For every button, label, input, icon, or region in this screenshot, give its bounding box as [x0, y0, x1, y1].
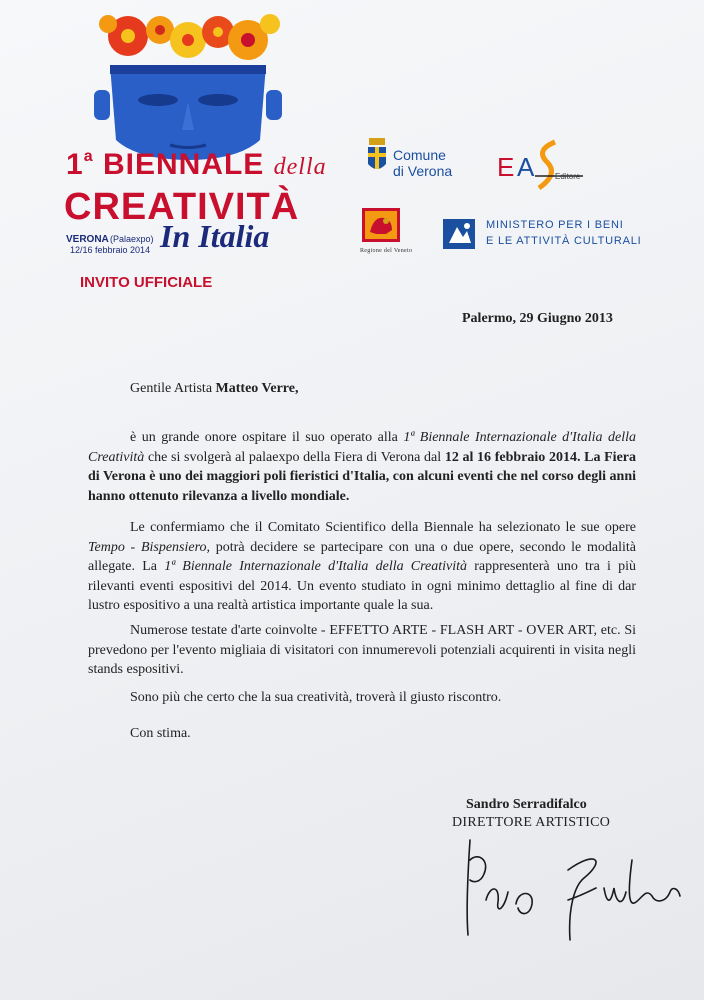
ministero-label-line2: E LE ATTIVITÀ CULTURALI: [486, 235, 642, 247]
venue-city: VERONA: [66, 234, 109, 245]
venue-place: (Palaexpo): [110, 234, 154, 244]
ministero-beni-culturali-icon: [443, 219, 475, 249]
letter-paragraph-4: Sono più che certo che la sua creatività, troverà il giusto riscontro.: [130, 690, 502, 705]
title-della: della: [273, 154, 327, 180]
ministero-label-line1: MINISTERO PER I BENI: [486, 219, 624, 231]
biennale-logo-head-gears: [88, 10, 288, 160]
venue-dates: 12/16 febbraio 2014: [70, 245, 151, 255]
letter-date: Palermo, 29 Giugno 2013: [462, 311, 613, 326]
p2-text-a: Le confermiamo che il Comitato Scientifico della Biennale ha selezionato le sue opere: [130, 520, 636, 535]
p2-event-name: 1ª Biennale Internazionale d'Italia della Creatività: [164, 559, 468, 574]
letter-paragraph-1: [88, 428, 636, 506]
regione-veneto-lion-icon: [362, 208, 400, 242]
title-biennale: BIENNALE: [102, 148, 265, 181]
letter-closing: Con stima.: [130, 726, 191, 741]
signatory-name: Sandro Serradifalco: [466, 797, 587, 812]
comune-verona-crest-icon: [366, 138, 388, 176]
title-ordinal: a: [83, 148, 94, 165]
svg-text:E: E: [497, 152, 515, 182]
title-number: 1: [66, 148, 84, 181]
handwritten-signature: [456, 830, 688, 950]
biennale-title-line1: [66, 148, 327, 182]
letter-paragraph-2: [88, 518, 636, 616]
blue-head-graphic: [94, 65, 282, 160]
signatory-role: DIRETTORE ARTISTICO: [452, 815, 611, 830]
p2-artwork-titles: Tempo - Bispensiero,: [88, 539, 211, 555]
p1-text-a: è un grande onore ospitare il suo operato alla: [130, 430, 398, 445]
svg-text:A: A: [517, 152, 535, 182]
p1-event-name: 1ª Biennale Internazionale d'Italia della Creatività: [88, 430, 636, 465]
p2-text-e: rappresenterà uno tra i più rilevanti eventi espositivi del 2014. Un evento studiato in ogni minimo dettaglio al fine di dar lustro espositivo a una realtà artistica importante quale la sua.: [88, 559, 636, 613]
p2-text-c: potrà decidere se partecipare con una o due opere, secondo le modalità allegate. La: [88, 539, 636, 574]
comune-label-line2: di Verona: [393, 163, 453, 179]
eas-editore-label: Editore: [555, 172, 581, 181]
biennale-title-creativita: CREATIVITÀ: [64, 186, 300, 228]
p1-dates-bold: 12 al 16 febbraio 2014. La Fiera di Verona è uno dei maggiori poli fieristici d'Italia, con alcuni eventi che nel corso degli anni hanno ottenuto rilevanza a livello mondiale.: [88, 449, 636, 504]
letter-paragraph-3: Numerose testate d'arte coinvolte - EFFETTO ARTE - FLASH ART - OVER ART, etc. Si prevedono per l'evento migliaia di visitatori con innumerevoli potenziali acquirenti in visita negli stands espositivi.: [88, 623, 636, 677]
comune-label-line1: Comune: [393, 147, 446, 163]
greeting-artist-name: Matteo Verre,: [215, 381, 299, 396]
letter-greeting: [130, 381, 298, 397]
p1-text-c: che si svolgerà al palaexpo della Fiera di Verona dal: [147, 449, 442, 465]
invito-ufficiale-label: INVITO UFFICIALE: [80, 274, 213, 291]
greeting-prefix: Gentile Artista: [130, 381, 213, 396]
biennale-title-in-italia: In Italia: [160, 218, 270, 254]
gears-graphic: [99, 14, 280, 60]
regione-veneto-label: Regione del Veneto: [360, 248, 413, 254]
eas-editore-logo: [495, 132, 585, 198]
